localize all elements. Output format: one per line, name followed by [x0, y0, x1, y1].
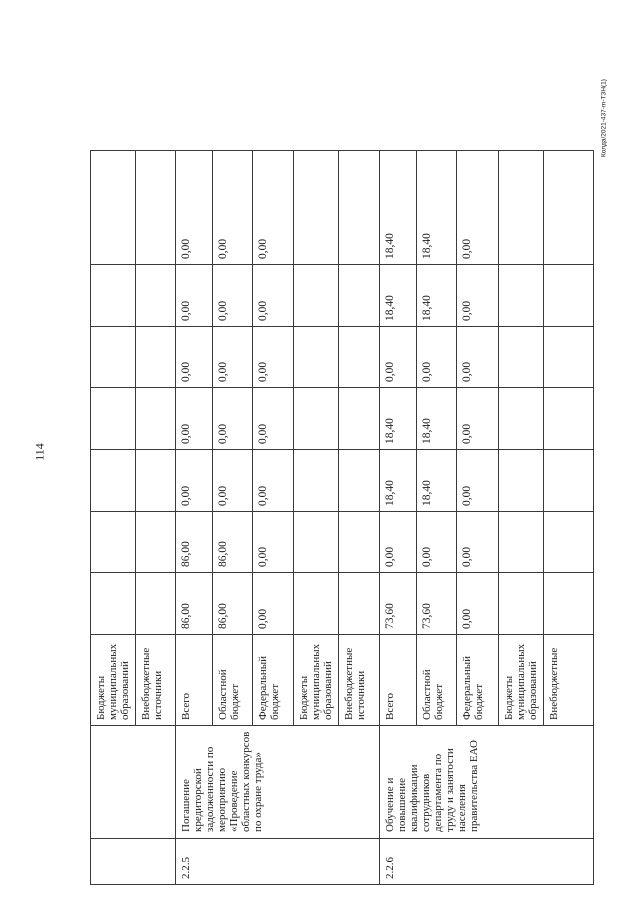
value-cell: [294, 327, 339, 388]
value-cell: [499, 327, 544, 388]
value-cell: 0,00: [176, 265, 213, 327]
value-cell: [339, 265, 380, 327]
value-cell: 0,00: [253, 573, 294, 635]
value-cell: 18,40: [380, 265, 417, 327]
value-cell: [544, 573, 594, 635]
value-cell: 18,40: [417, 388, 457, 450]
value-cell: [339, 512, 380, 573]
value-cell: 0,00: [213, 151, 253, 265]
document-side-note: Колда/2021-437-m-ТЗН(1): [600, 79, 608, 157]
value-cell: [91, 265, 136, 327]
value-cell: 0,00: [176, 327, 213, 388]
value-cell: 86,00: [176, 573, 213, 635]
value-cell: 0,00: [253, 512, 294, 573]
value-cell: [91, 450, 136, 512]
value-cell: 0,00: [457, 388, 499, 450]
value-cell: [499, 151, 544, 265]
value-cell: 73,60: [417, 573, 457, 635]
page-number: 114: [32, 443, 47, 461]
value-cell: [544, 327, 594, 388]
value-cell: [136, 388, 176, 450]
value-cell: [136, 512, 176, 573]
funding-source-cell: Внебюджетные источники: [136, 635, 176, 726]
value-cell: [91, 512, 136, 573]
funding-source-cell: Областной бюджет: [417, 635, 457, 726]
value-cell: [294, 151, 339, 265]
budget-table-body: [91, 151, 594, 885]
value-cell: [294, 573, 339, 635]
value-cell: 0,00: [457, 573, 499, 635]
value-cell: 86,00: [213, 573, 253, 635]
value-cell: [294, 450, 339, 512]
value-cell: [294, 265, 339, 327]
funding-source-cell: Федеральный бюджет: [457, 635, 499, 726]
value-cell: [499, 450, 544, 512]
value-cell: [339, 573, 380, 635]
value-cell: [544, 450, 594, 512]
row-description-cell: [91, 726, 176, 839]
value-cell: [136, 450, 176, 512]
value-cell: [544, 388, 594, 450]
value-cell: [91, 388, 136, 450]
row-description-cell: Погашение кредиторской задолженности по мероприятию «Проведение областных конкурсов по охране труда»: [176, 726, 380, 839]
value-cell: [499, 265, 544, 327]
value-cell: 0,00: [457, 327, 499, 388]
budget-table-rotated: [90, 152, 584, 885]
value-cell: 0,00: [253, 388, 294, 450]
value-cell: [136, 327, 176, 388]
value-cell: [544, 265, 594, 327]
funding-source-cell: Бюджеты муниципальных образований: [91, 635, 136, 726]
value-cell: 18,40: [417, 151, 457, 265]
value-cell: 0,00: [213, 450, 253, 512]
value-cell: 86,00: [176, 512, 213, 573]
funding-source-cell: Областной бюджет: [213, 635, 253, 726]
value-cell: [136, 151, 176, 265]
funding-source-cell: Внебюджетные источники: [339, 635, 380, 726]
value-cell: 0,00: [213, 327, 253, 388]
value-cell: 0,00: [380, 327, 417, 388]
value-cell: 0,00: [176, 388, 213, 450]
value-cell: 0,00: [457, 512, 499, 573]
value-cell: [339, 151, 380, 265]
value-cell: [294, 388, 339, 450]
value-cell: [294, 512, 339, 573]
value-cell: [91, 151, 136, 265]
table-row: [91, 151, 136, 885]
value-cell: 0,00: [253, 265, 294, 327]
value-cell: 0,00: [253, 151, 294, 265]
value-cell: 18,40: [417, 450, 457, 512]
table-row: [176, 151, 213, 885]
funding-source-cell: Всего: [176, 635, 213, 726]
value-cell: [339, 450, 380, 512]
value-cell: 18,40: [380, 151, 417, 265]
value-cell: [91, 327, 136, 388]
budget-table: [90, 150, 594, 885]
value-cell: [339, 388, 380, 450]
value-cell: 0,00: [417, 512, 457, 573]
value-cell: [499, 512, 544, 573]
table-row: [380, 151, 417, 885]
row-description-cell: Обучение и повышение квалификации сотрудников департамента по труду и занятости населения правительства ЕАО: [380, 726, 594, 839]
value-cell: 0,00: [457, 450, 499, 512]
value-cell: [544, 512, 594, 573]
value-cell: [91, 573, 136, 635]
value-cell: 0,00: [417, 327, 457, 388]
budget-table-container: [90, 152, 584, 885]
value-cell: 0,00: [380, 512, 417, 573]
value-cell: 0,00: [176, 450, 213, 512]
value-cell: [136, 265, 176, 327]
funding-source-cell: Внебюджетные: [544, 635, 594, 726]
value-cell: 73,60: [380, 573, 417, 635]
value-cell: 0,00: [457, 151, 499, 265]
value-cell: 18,40: [380, 450, 417, 512]
value-cell: 86,00: [213, 512, 253, 573]
value-cell: 0,00: [253, 450, 294, 512]
row-code-cell: [91, 839, 176, 885]
funding-source-cell: Бюджеты муниципальных образований: [294, 635, 339, 726]
value-cell: 18,40: [417, 265, 457, 327]
value-cell: [544, 151, 594, 265]
value-cell: [499, 388, 544, 450]
value-cell: 0,00: [457, 265, 499, 327]
funding-source-cell: Федеральный бюджет: [253, 635, 294, 726]
funding-source-cell: Всего: [380, 635, 417, 726]
value-cell: 0,00: [213, 265, 253, 327]
value-cell: 0,00: [213, 388, 253, 450]
value-cell: 0,00: [176, 151, 213, 265]
row-code-cell: 2.2.5: [176, 839, 380, 885]
value-cell: [499, 573, 544, 635]
funding-source-cell: Бюджеты муниципальных образований: [499, 635, 544, 726]
value-cell: [339, 327, 380, 388]
value-cell: 0,00: [253, 327, 294, 388]
value-cell: 18,40: [380, 388, 417, 450]
row-code-cell: 2.2.6: [380, 839, 594, 885]
value-cell: [136, 573, 176, 635]
